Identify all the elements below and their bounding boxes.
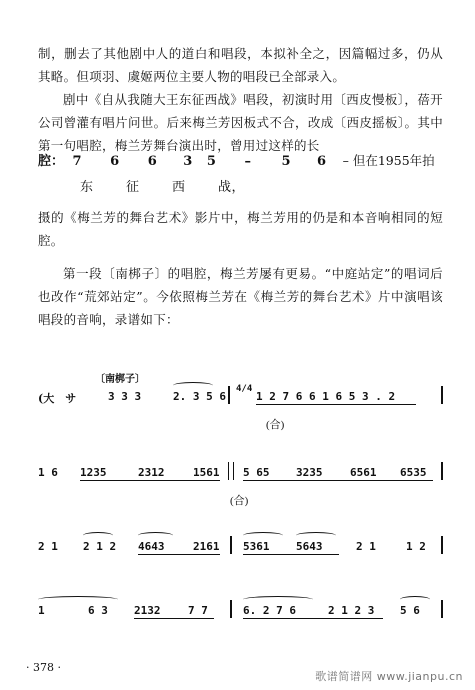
score-cell: 6. 2 7 6: [243, 604, 296, 617]
jianpu-note: 7: [72, 154, 82, 169]
paragraph-5: 第一段〔南梆子〕的唱腔，梅兰芳屡有更易。“中庭站定”的唱词后也改作“荒郊站定”。今依照梅兰芳在《梅兰芳的舞台艺术》片中演唱该唱段的音响，录谱如下：: [38, 266, 443, 327]
score-cell: 1 6: [38, 466, 58, 479]
paragraph-1: 制，删去了其他剧中人的道白和唱段，本拟补全之，因篇幅过多，仍从其略。但项羽、虞姬两位主要人物的唱段已全部录入。: [38, 46, 443, 84]
score-cell: 6561: [350, 466, 377, 479]
score-cell: 2132: [134, 604, 161, 617]
score-cell: 2312: [138, 466, 165, 479]
jianpu-note: 6: [110, 154, 120, 169]
score-cell: 3 3 3: [108, 390, 142, 403]
score-prefix: (大 サ: [38, 392, 77, 405]
score-tag: 〔南梆子〕: [95, 374, 145, 385]
score-cell: 5643: [296, 540, 323, 553]
jianpu-lead: 腔：: [38, 154, 65, 169]
jianpu-note: 5: [281, 154, 291, 169]
jianpu-note: 3: [183, 154, 193, 169]
score-cell: 2. 3 5 6: [173, 390, 226, 403]
score-cell: 1235: [80, 466, 107, 479]
score-cell: 5 6: [400, 604, 420, 617]
score-cell: 2 1 2: [83, 540, 117, 553]
lyric-char: 西: [172, 180, 186, 195]
jianpu-note: 6: [317, 154, 327, 169]
score-cell: 5 65: [243, 466, 270, 479]
jianpu-note: 6: [147, 154, 157, 169]
score-cell: 1: [38, 604, 45, 617]
jianpu-line: [38, 150, 435, 169]
score-cell: 2161: [193, 540, 220, 553]
jianpu-note: –: [244, 154, 251, 169]
score-cell: 4643: [138, 540, 165, 553]
score-cell: 5361: [243, 540, 270, 553]
score-cell: 4/4: [236, 384, 253, 394]
lyric-char: 战，: [218, 180, 246, 195]
paragraph-2: 剧中《自从我随大王东征西战》唱段，初演时用〔西皮慢板〕，蓓开公司曾灌有唱片问世。后来梅兰芳因板式不合，改成〔西皮摇板〕。其中第一句唱腔，梅兰芳舞台演出时，曾用过这样的长: [38, 92, 443, 153]
score-cell: 1561: [193, 466, 220, 479]
he-mark: (合): [230, 495, 249, 507]
watermark: 歌谱简谱网 www.jianpu.cn: [315, 670, 463, 683]
jianpu-tail: – 但在1955年拍: [342, 153, 435, 168]
lyric-char: 东: [80, 180, 94, 195]
jianpu-note: 5: [206, 154, 216, 169]
score-cell: 2 1: [38, 540, 58, 553]
score-cell: 6 3: [88, 604, 108, 617]
score-cell: 6535: [400, 466, 427, 479]
score-cell: 2 1: [356, 540, 376, 553]
score-cell: 1 2 7 6 6 1 6 5 3 . 2: [256, 390, 396, 403]
score-cell: 2 1 2 3: [328, 604, 375, 617]
paragraph-4: 摄的《梅兰芳的舞台艺术》影片中，梅兰芳用的仍是和本音响相同的短腔。: [38, 210, 443, 248]
lyric-row: [80, 176, 264, 195]
score-cell: 1 2: [406, 540, 426, 553]
he-mark: (合): [266, 419, 285, 431]
score-cell: 3235: [296, 466, 323, 479]
score-cell: 7 7: [188, 604, 208, 617]
lyric-char: 征: [126, 180, 140, 195]
page-number: · 378 ·: [26, 661, 61, 674]
